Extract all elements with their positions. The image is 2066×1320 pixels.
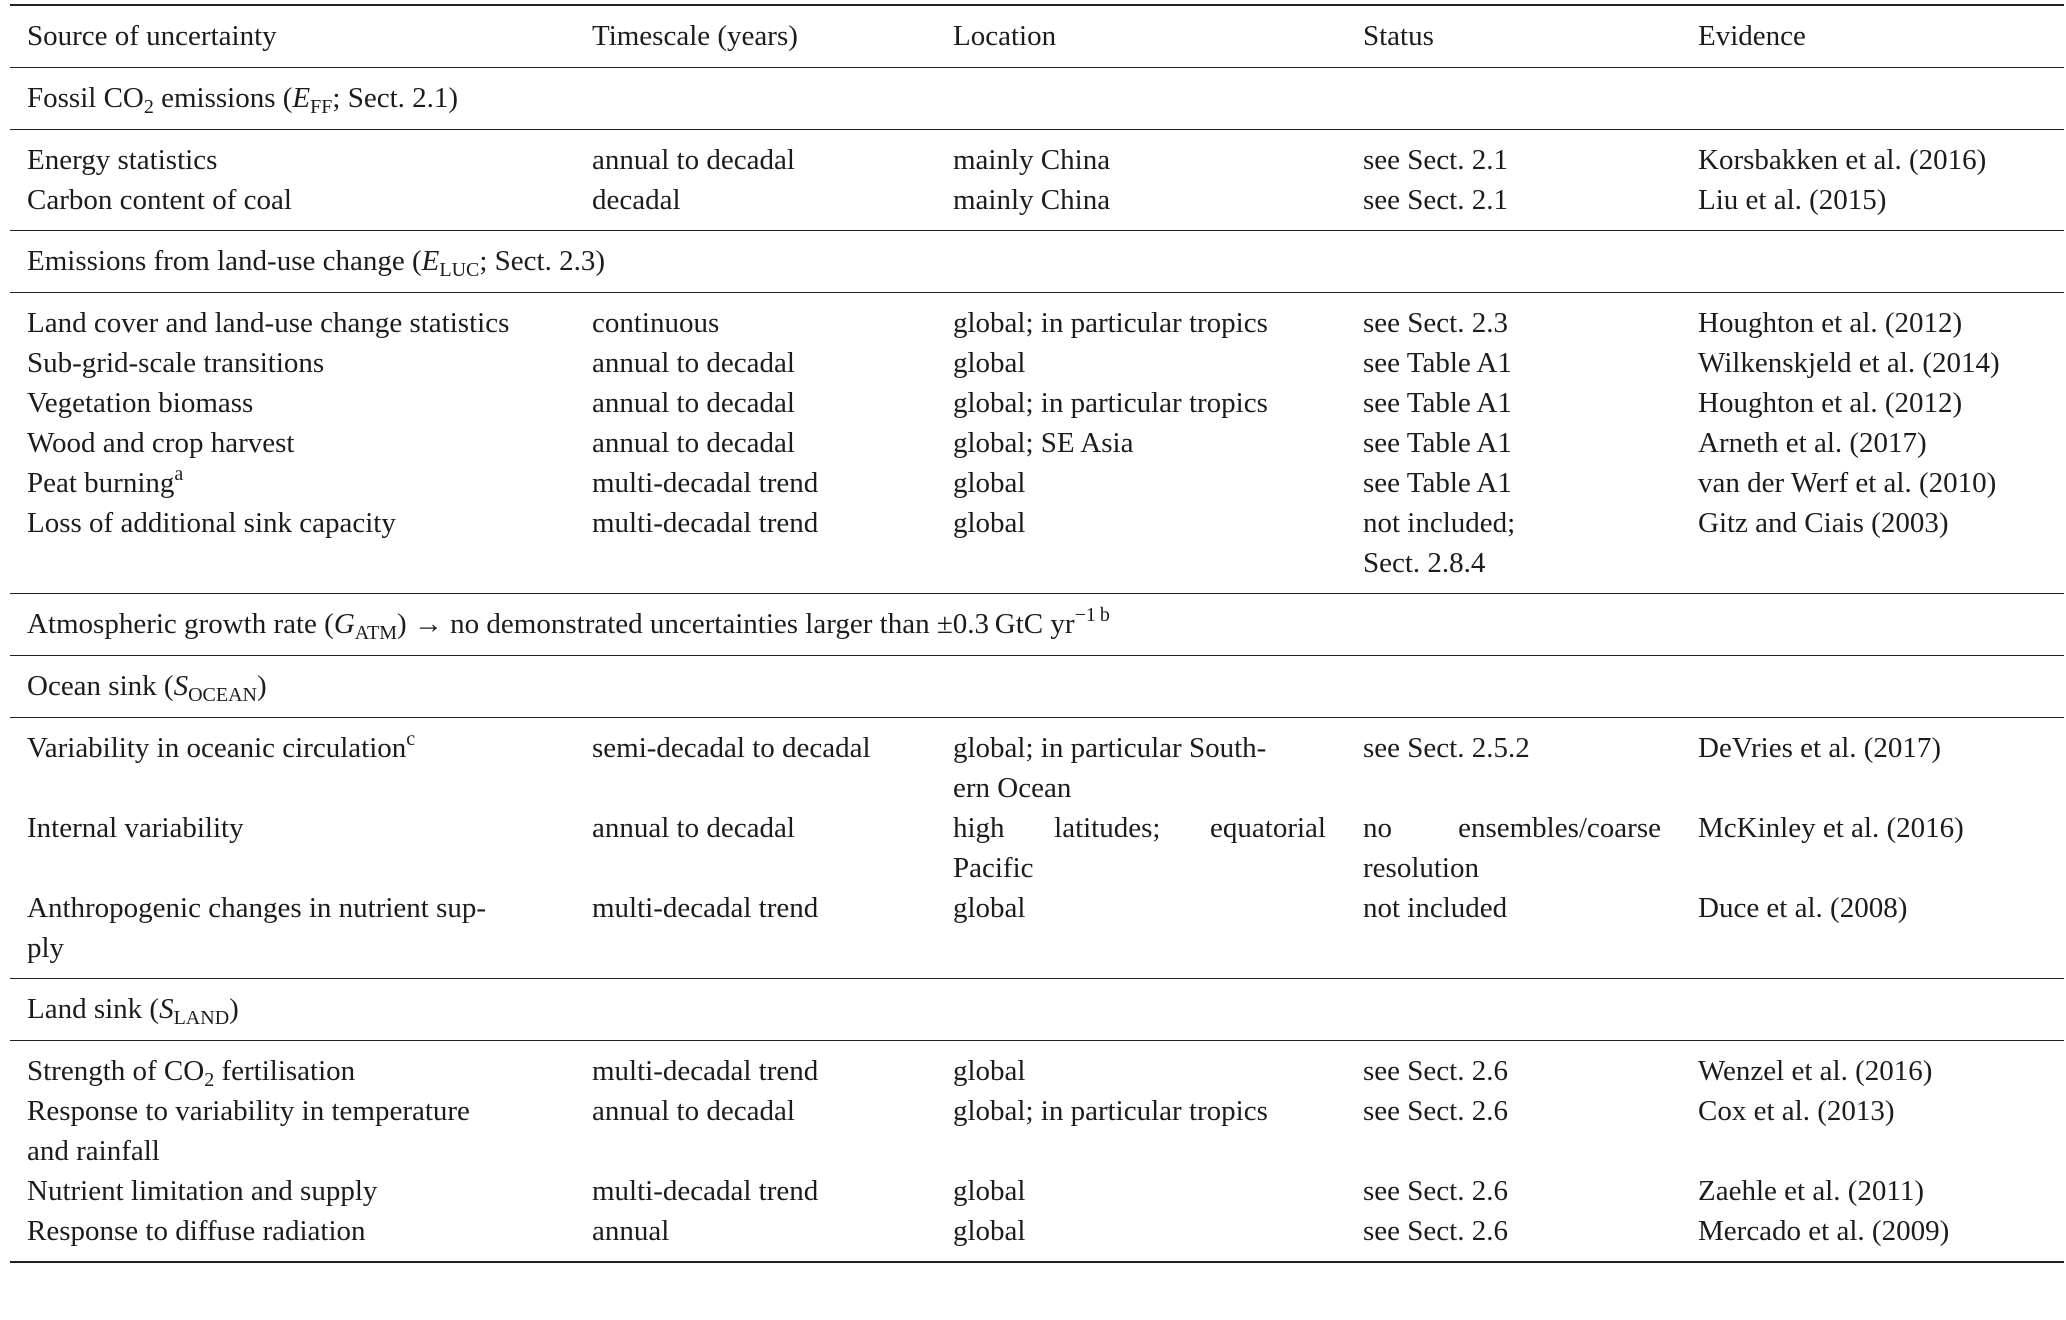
section-title: Atmospheric growth rate $(G_{ATM})$ → no demonstrated uncertainties larger than ±0.3 GtC $yr^{-1 b}$ [10, 594, 2064, 656]
section-fossil [10, 68, 2064, 130]
header-source: Source of uncertainty [10, 5, 575, 68]
table-row: Sub-grid-scale transitions annual to decadal global see Table A1 Wilkenskjeld et al. (2014) [27, 347, 2000, 379]
table-row: Wood and crop harvest annual to decadal global; SE Asia see Table A1 Arneth et al. (2017) [27, 427, 1927, 459]
table-row: Energy statistics annual to decadal mainly China see Sect. 2.1 Korsbakken et al. (2016) [27, 144, 1987, 176]
table-row: Vegetation biomass annual to decadal global; in particular tropics see Table A1 Houghton et al. (2012) [27, 387, 1963, 419]
section-title: Fossil $CO_2$ emissions ($E_{FF}$; Sect. 2.1) [10, 68, 2064, 130]
section-title: Land sink $(S_{LAND})$ [10, 979, 2064, 1041]
header-location: Location [936, 5, 1346, 68]
table-row: Land cover and land-use change statistics continuous global; in particular tropics see Sect. 2.3 Houghton et al. (2012) [27, 307, 1963, 339]
header-timescale: Timescale (years) [575, 5, 936, 68]
section-ocean [10, 656, 2064, 718]
section-atm [10, 594, 2064, 656]
table-row: Strength of $CO_2$ fertilisation multi-decadal trend global see Sect. 2.6 Wenzel et al. (2016) [27, 1055, 1933, 1091]
table-row: Internal variability annual to decadal high latitudes; equatorial Pacific no ensembles/coarse resolution McKinley et al. (2016) [27, 812, 1964, 884]
table-row: Carbon content of coal decadal mainly China see Sect. 2.1 Liu et al. (2015) [10, 180, 2064, 231]
section-title: Ocean sink $(S_{OCEAN})$ [10, 656, 2064, 718]
section-title: Emissions from land-use change ($E_{LUC}$; Sect. 2.3) [10, 231, 2064, 293]
header-status: Status [1346, 5, 1681, 68]
table-row: Peat burning$^a$ multi-decadal trend global see Table A1 van der Werf et al. (2010) [27, 463, 1997, 499]
table-row: Loss of additional sink capacity multi-decadal trend global not included; Sect. 2.8.4 Gitz and Ciais (2003) [10, 503, 2064, 594]
table-row: Variability in oceanic circulation$^c$ semi-decadal to decadal global; in particular South- ern Ocean see Sect. 2.5.2 DeVries et al. (2017) [27, 728, 1942, 804]
header-row [10, 5, 2064, 68]
uncertainty-table [10, 4, 2064, 1263]
header-evidence: Evidence [1681, 5, 2064, 68]
table-row: Nutrient limitation and supply multi-decadal trend global see Sect. 2.6 Zaehle et al. (2011) [27, 1175, 1924, 1207]
section-luc [10, 231, 2064, 293]
table-row: Response to diffuse radiation annual global see Sect. 2.6 Mercado et al. (2009) [10, 1211, 2064, 1262]
table-row: Response to variability in temperature and rainfall annual to decadal global; in particular tropics see Sect. 2.6 Cox et al. (2013) [27, 1095, 1895, 1167]
section-land [10, 979, 2064, 1041]
table-row: Anthropogenic changes in nutrient sup- ply multi-decadal trend global not included Duce et al. (2008) [10, 888, 2064, 979]
